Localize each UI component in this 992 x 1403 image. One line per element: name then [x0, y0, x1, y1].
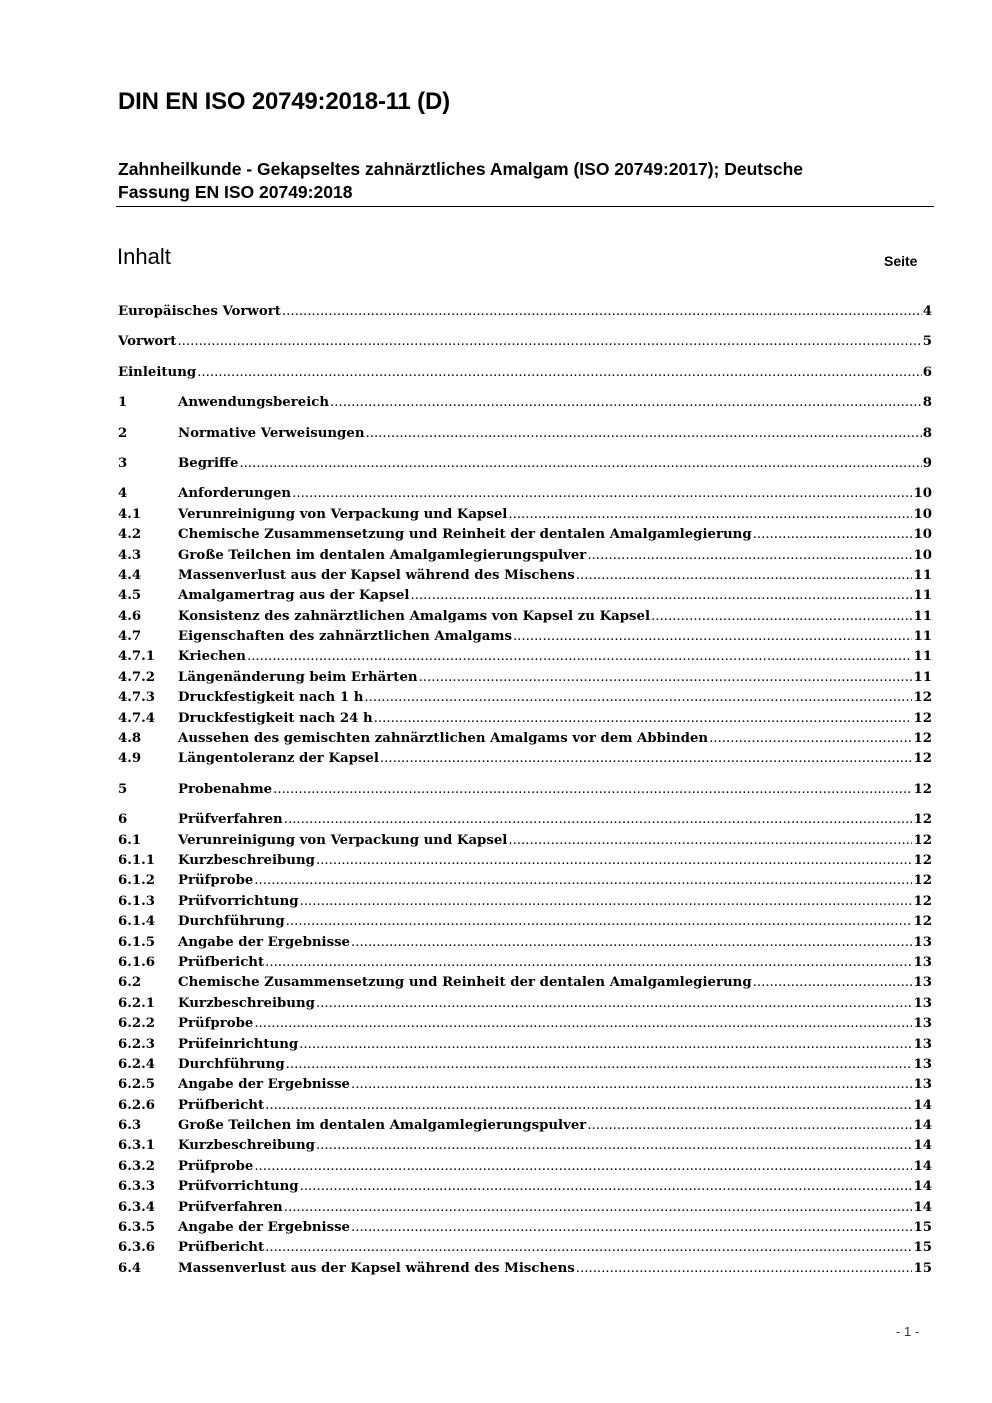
toc-entry[interactable]	[118, 831, 932, 851]
toc-entry-number: 6	[118, 812, 128, 828]
toc-entry-title: Prüfprobe	[178, 1016, 254, 1032]
toc-entry[interactable]	[118, 1035, 932, 1055]
toc-entry[interactable]	[118, 953, 932, 973]
toc-entry-page: 14	[913, 1097, 932, 1113]
toc-entry-number: 6.2.3	[118, 1036, 156, 1052]
document-title-line-2: Fassung EN ISO 20749:2018	[118, 182, 353, 202]
toc-entry-page: 12	[913, 751, 932, 767]
title-divider	[116, 206, 934, 207]
toc-entry-title: Prüfverfahren	[178, 1199, 283, 1215]
toc-dot-leader	[508, 505, 912, 525]
toc-entry-page: 13	[913, 954, 932, 970]
toc-entry-page: 14	[913, 1158, 932, 1174]
toc-entry-page: 13	[913, 1036, 932, 1052]
toc-entry-number: 3	[118, 455, 128, 471]
toc-entry-title: Angabe der Ergebnisse	[178, 1077, 351, 1093]
toc-entry[interactable]	[118, 454, 932, 474]
toc-entry-page: 15	[913, 1260, 932, 1276]
toc-dot-leader	[273, 780, 912, 800]
toc-page-label: Seite	[884, 253, 918, 269]
toc-dot-leader	[380, 749, 913, 769]
toc-entry[interactable]	[118, 729, 932, 749]
toc-dot-leader	[254, 1157, 912, 1177]
toc-entry-page: 13	[913, 1077, 932, 1093]
toc-dot-leader	[247, 647, 913, 667]
toc-entry-page: 11	[913, 588, 932, 604]
toc-entry-title: Kurzbeschreibung	[178, 852, 315, 868]
toc-entry-page: 4	[922, 304, 932, 319]
toc-entry-title: Prüfbericht	[178, 1097, 265, 1113]
toc-entry-page: 11	[913, 669, 932, 685]
toc-entry-number: 4.5	[118, 588, 142, 604]
toc-entry-number: 4.7.4	[118, 710, 156, 726]
toc-entry-number: 4.9	[118, 751, 142, 767]
toc-entry-number: 6.2	[118, 975, 142, 991]
toc-entry-title: Vorwort	[118, 334, 177, 350]
toc-entry-number: 4.6	[118, 608, 142, 624]
toc-entry-page: 11	[913, 649, 932, 665]
toc-entry-number: 2	[118, 425, 128, 441]
toc-dot-leader	[587, 1116, 912, 1136]
toc-entry-number: 6.3.6	[118, 1240, 156, 1256]
toc-dot-leader	[753, 525, 913, 545]
toc-entry[interactable]	[118, 1259, 932, 1279]
toc-dot-leader	[316, 994, 913, 1014]
toc-entry-number: 4.8	[118, 731, 142, 747]
toc-entry-page: 11	[913, 608, 932, 624]
toc-entry-page: 11	[913, 629, 932, 645]
toc-entry-page: 8	[922, 395, 932, 411]
toc-entry-title: Prüfprobe	[178, 1158, 254, 1174]
toc-entry[interactable]	[118, 302, 932, 322]
toc-dot-leader	[286, 912, 913, 932]
document-id: DIN EN ISO 20749:2018-11 (D)	[118, 88, 450, 115]
toc-entry-title: Chemische Zusammensetzung und Reinheit der dentalen Amalgamlegierung	[178, 527, 752, 543]
toc-entry-number: 1	[118, 395, 128, 411]
toc-entry-page: 12	[913, 873, 932, 889]
toc-dot-leader	[419, 668, 913, 688]
toc-entry-title: Massenverlust aus der Kapsel während des Mischens	[178, 567, 575, 583]
toc-entry[interactable]	[118, 810, 932, 830]
toc-dot-leader	[286, 1055, 913, 1075]
toc-entry-page: 12	[913, 781, 932, 797]
toc-entry[interactable]	[118, 1177, 932, 1197]
toc-entry-title: Prüfprobe	[178, 873, 254, 889]
toc-entry-page: 12	[913, 812, 932, 828]
toc-entry-title: Kriechen	[178, 649, 246, 665]
toc-dot-leader	[300, 1177, 913, 1197]
toc-entry[interactable]	[118, 424, 932, 444]
toc-dot-leader	[587, 546, 912, 566]
toc-entry-page: 9	[922, 455, 932, 471]
toc-dot-leader	[513, 627, 913, 647]
toc-entry-title: Große Teilchen im dentalen Amalgamlegierungspulver	[178, 1118, 587, 1134]
toc-entry[interactable]	[118, 1096, 932, 1116]
toc-entry[interactable]	[118, 546, 932, 566]
toc-entry-title: Begriffe	[178, 455, 239, 471]
toc-entry-title: Druckfestigkeit nach 24 h	[178, 710, 373, 726]
toc-entry-title: Chemische Zusammensetzung und Reinheit der dentalen Amalgamlegierung	[178, 975, 752, 991]
toc-entry-number: 6.3.1	[118, 1138, 156, 1154]
toc-entry[interactable]	[118, 363, 932, 383]
toc-entry-page: 13	[913, 975, 932, 991]
toc-entry-title: Prüfverfahren	[178, 812, 283, 828]
toc-entry-page: 13	[913, 1056, 932, 1072]
toc-entry-title: Verunreinigung von Verpackung und Kapsel	[178, 506, 508, 522]
toc-dot-leader	[265, 953, 912, 973]
toc-entry[interactable]	[118, 668, 932, 688]
toc-entry-page: 10	[913, 506, 932, 522]
toc-entry-page: 15	[913, 1240, 932, 1256]
toc-entry-title: Probenahme	[178, 781, 273, 797]
toc-entry-title: Durchführung	[178, 914, 285, 930]
toc-entry[interactable]	[118, 1116, 932, 1136]
toc-entry-title: Prüfvorrichtung	[178, 893, 299, 909]
toc-entry-page: 13	[913, 934, 932, 950]
table-of-contents	[118, 302, 932, 1279]
toc-entry-number: 4.7.3	[118, 690, 156, 706]
toc-entry-number: 5	[118, 781, 128, 797]
toc-entry-title: Angabe der Ergebnisse	[178, 1220, 351, 1236]
toc-entry-title: Prüfvorrichtung	[178, 1179, 299, 1195]
toc-entry-number: 6.1.2	[118, 873, 156, 889]
toc-entry-page: 12	[913, 852, 932, 868]
toc-entry[interactable]	[118, 607, 932, 627]
toc-entry[interactable]	[118, 780, 932, 800]
toc-dot-leader	[351, 1218, 912, 1238]
toc-entry-number: 6.2.2	[118, 1016, 156, 1032]
toc-entry[interactable]	[118, 1157, 932, 1177]
toc-dot-leader	[709, 729, 912, 749]
toc-entry[interactable]	[118, 484, 932, 504]
toc-entry[interactable]	[118, 871, 932, 891]
toc-entry-title: Durchführung	[178, 1056, 285, 1072]
toc-entry-title: Anwendungsbereich	[178, 395, 330, 411]
toc-dot-leader	[239, 454, 921, 474]
toc-dot-leader	[254, 1014, 912, 1034]
toc-entry-page: 10	[913, 486, 932, 502]
toc-entry-title: Druckfestigkeit nach 1 h	[178, 690, 364, 706]
toc-entry-page: 14	[913, 1199, 932, 1215]
toc-entry[interactable]	[118, 627, 932, 647]
toc-entry-number: 4.7.1	[118, 649, 156, 665]
toc-entry-page: 5	[922, 334, 932, 350]
toc-entry-number: 6.3	[118, 1118, 142, 1134]
toc-entry-number: 4.3	[118, 547, 142, 563]
toc-entry-page: 11	[913, 567, 932, 583]
toc-entry-number: 6.3.2	[118, 1158, 156, 1174]
toc-dot-leader	[753, 973, 913, 993]
toc-entry-page: 14	[913, 1138, 932, 1154]
toc-dot-leader	[265, 1238, 912, 1258]
toc-entry-number: 6.4	[118, 1260, 142, 1276]
toc-dot-leader	[410, 586, 912, 606]
toc-entry-title: Prüfbericht	[178, 1240, 265, 1256]
toc-dot-leader	[284, 810, 913, 830]
toc-entry-number: 4.7	[118, 629, 142, 645]
toc-entry-title: Amalgamertrag aus der Kapsel	[178, 588, 410, 604]
document-title-line-1: Zahnheilkunde - Gekapseltes zahnärztliches Amalgam (ISO 20749:2017); Deutsche	[118, 159, 804, 179]
toc-entry-number: 6.2.4	[118, 1056, 156, 1072]
toc-entry-number: 6.3.4	[118, 1199, 156, 1215]
toc-dot-leader	[284, 1198, 913, 1218]
toc-entry[interactable]	[118, 912, 932, 932]
toc-entry[interactable]	[118, 647, 932, 667]
document-title	[118, 158, 938, 204]
toc-entry-page: 6	[922, 364, 932, 380]
toc-entry-title: Kurzbeschreibung	[178, 1138, 315, 1154]
toc-dot-leader	[351, 933, 912, 953]
toc-entry-title: Normative Verweisungen	[178, 425, 365, 441]
toc-heading: Inhalt	[117, 244, 171, 269]
toc-entry-title: Große Teilchen im dentalen Amalgamlegierungspulver	[178, 547, 587, 563]
toc-entry-title: Prüfbericht	[178, 954, 265, 970]
toc-entry-page: 12	[913, 893, 932, 909]
toc-entry-number: 6.1.4	[118, 914, 156, 930]
toc-entry[interactable]	[118, 1055, 932, 1075]
toc-entry-title: Angabe der Ergebnisse	[178, 934, 351, 950]
toc-entry-page: 10	[913, 547, 932, 563]
toc-dot-leader	[292, 484, 912, 504]
toc-entry-title: Anforderungen	[178, 486, 292, 502]
toc-entry[interactable]	[118, 332, 932, 352]
toc-dot-leader	[282, 302, 922, 322]
toc-entry-page: 15	[913, 1220, 932, 1236]
toc-entry-page: 14	[913, 1179, 932, 1195]
toc-entry-title: Einleitung	[118, 364, 197, 380]
toc-entry[interactable]	[118, 994, 932, 1014]
toc-entry[interactable]	[118, 973, 932, 993]
toc-entry-page: 12	[913, 690, 932, 706]
toc-entry[interactable]	[118, 505, 932, 525]
toc-dot-leader	[316, 851, 913, 871]
page-number: - 1 -	[896, 1324, 920, 1339]
toc-dot-leader	[508, 831, 912, 851]
toc-dot-leader	[374, 709, 913, 729]
toc-entry-page: 8	[922, 425, 932, 441]
toc-entry-title: Eigenschaften des zahnärztlichen Amalgams	[178, 629, 512, 645]
toc-entry-number: 6.1.6	[118, 954, 156, 970]
toc-entry[interactable]	[118, 1014, 932, 1034]
toc-dot-leader	[351, 1075, 912, 1095]
toc-entry[interactable]	[118, 933, 932, 953]
toc-entry-page: 12	[913, 710, 932, 726]
toc-entry-title: Prüfeinrichtung	[178, 1036, 299, 1052]
toc-entry-number: 4.7.2	[118, 669, 156, 685]
toc-entry[interactable]	[118, 586, 932, 606]
toc-entry-number: 6.2.6	[118, 1097, 156, 1113]
toc-dot-leader	[366, 424, 922, 444]
toc-dot-leader	[299, 1035, 912, 1055]
toc-entry[interactable]	[118, 1238, 932, 1258]
toc-entry-number: 4.4	[118, 567, 142, 583]
toc-entry-title: Europäisches Vorwort	[118, 304, 281, 319]
toc-entry[interactable]	[118, 1136, 932, 1156]
toc-entry[interactable]	[118, 709, 932, 729]
toc-entry[interactable]	[118, 851, 932, 871]
toc-dot-leader	[254, 871, 912, 891]
toc-entry[interactable]	[118, 525, 932, 545]
toc-dot-leader	[576, 566, 913, 586]
toc-entry-title: Aussehen des gemischten zahnärztlichen Amalgams vor dem Abbinden	[178, 731, 709, 747]
toc-dot-leader	[177, 332, 921, 352]
toc-dot-leader	[364, 688, 912, 708]
toc-dot-leader	[316, 1136, 913, 1156]
toc-entry[interactable]	[118, 688, 932, 708]
toc-entry-number: 6.3.5	[118, 1220, 156, 1236]
toc-entry-page: 13	[913, 995, 932, 1011]
toc-entry-number: 6.1	[118, 832, 142, 848]
toc-entry-title: Konsistenz des zahnärztlichen Amalgams von Kapsel zu Kapsel	[178, 608, 651, 624]
toc-entry-page: 12	[913, 731, 932, 747]
toc-entry-page: 12	[913, 914, 932, 930]
toc-entry-title: Massenverlust aus der Kapsel während des Mischens	[178, 1260, 575, 1276]
toc-entry-number: 6.2.5	[118, 1077, 156, 1093]
toc-entry-number: 6.3.3	[118, 1179, 156, 1195]
toc-entry-number: 6.2.1	[118, 995, 156, 1011]
toc-entry-title: Längentoleranz der Kapsel	[178, 751, 379, 767]
toc-entry-page: 12	[913, 832, 932, 848]
toc-entry-number: 4	[118, 486, 128, 502]
toc-entry-number: 4.1	[118, 506, 142, 522]
toc-entry-number: 4.2	[118, 527, 142, 543]
toc-entry-number: 6.1.3	[118, 893, 156, 909]
toc-entry-page: 14	[913, 1118, 932, 1134]
toc-entry-number: 6.1.1	[118, 852, 156, 868]
toc-dot-leader	[300, 892, 913, 912]
toc-entry[interactable]	[118, 566, 932, 586]
toc-entry-page: 10	[913, 527, 932, 543]
toc-entry[interactable]	[118, 892, 932, 912]
toc-entry-title: Längenänderung beim Erhärten	[178, 669, 418, 685]
toc-entry-title: Verunreinigung von Verpackung und Kapsel	[178, 832, 508, 848]
toc-dot-leader	[197, 363, 922, 383]
toc-entry[interactable]	[118, 1198, 932, 1218]
toc-entry-page: 13	[913, 1016, 932, 1032]
toc-entry[interactable]	[118, 393, 932, 413]
toc-entry-number: 6.1.5	[118, 934, 156, 950]
toc-dot-leader	[576, 1259, 913, 1279]
toc-entry[interactable]	[118, 1075, 932, 1095]
toc-dot-leader	[330, 393, 922, 413]
toc-entry-title: Kurzbeschreibung	[178, 995, 315, 1011]
toc-dot-leader	[265, 1096, 912, 1116]
toc-entry[interactable]	[118, 749, 932, 769]
toc-entry[interactable]	[118, 1218, 932, 1238]
toc-dot-leader	[651, 607, 912, 627]
